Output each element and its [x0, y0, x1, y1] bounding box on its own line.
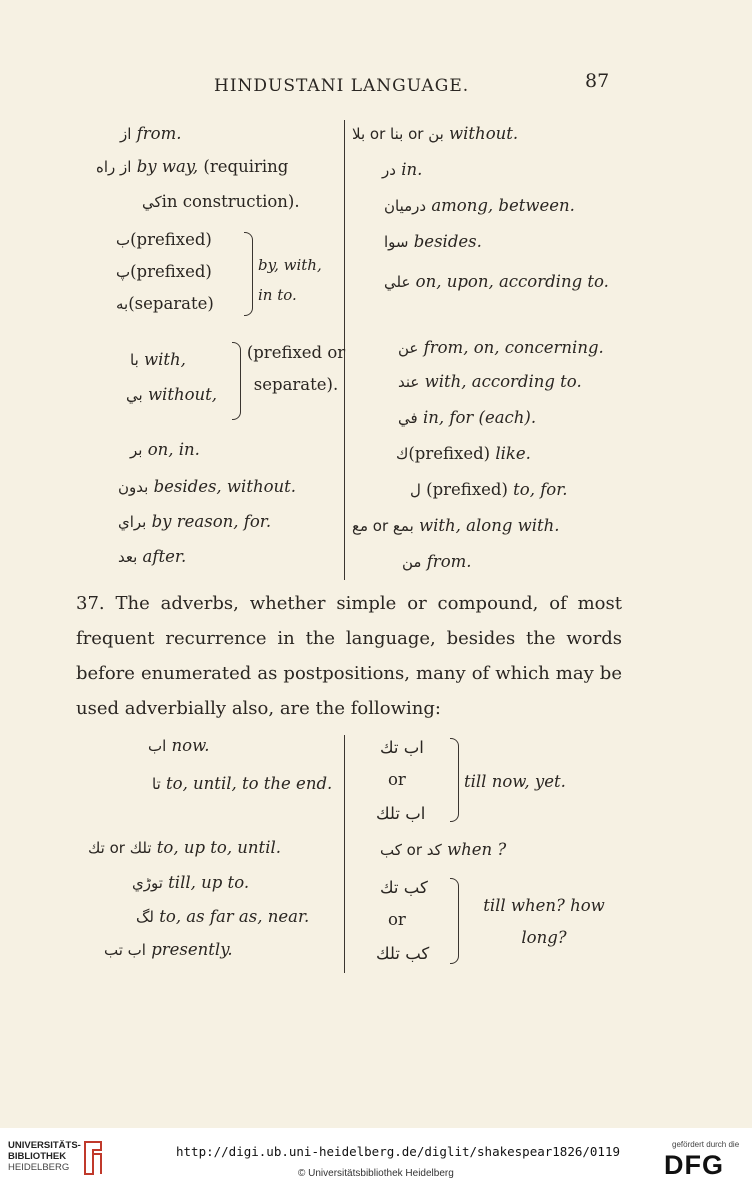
left-entry-10: بدون besides, without. — [118, 477, 297, 496]
right-entry-4: سوا besides. — [384, 232, 482, 251]
adverb-5: لگ to, as far as, near. — [136, 907, 310, 926]
right-entry-1: بلا or بنا or بن without. — [352, 124, 519, 143]
adverb-r3-gloss: till when? how long? — [483, 896, 605, 947]
left-entry-2: از راه by way, (requiring — [96, 157, 289, 176]
copyright-text: © Universitätsbibliothek Heidelberg — [298, 1168, 454, 1179]
adverb-r2: كب or كد when ? — [380, 840, 507, 859]
adverb-3: تك or تلك to, up to, until. — [88, 838, 281, 857]
adverb-r1-gloss: till now, yet. — [464, 772, 566, 791]
right-entry-6: عن from, on, concerning. — [398, 338, 604, 357]
paragraph-37: 37. The adverbs, whether simple or compound, of most frequent recurrence in the language, besides the words before enumerated as postpositions, many of which may be used adverbially also, are the following: — [76, 593, 622, 719]
dfg-logo: DFG — [664, 1150, 724, 1180]
adverb-r1-or: or — [388, 770, 406, 789]
column-rule-bottom — [344, 735, 345, 973]
left-entry-3: كيin construction). — [142, 192, 300, 211]
right-entry-2: در in. — [382, 160, 423, 179]
footer-bar — [0, 1128, 752, 1191]
right-entry-10: ل (prefixed) to, for. — [410, 480, 568, 499]
adverb-r3-b: كب تلك — [376, 944, 430, 963]
left-entry-9: بر on, in. — [130, 440, 200, 459]
adverb-6: اب تب presently. — [104, 940, 233, 959]
brace-prefixed — [244, 232, 253, 316]
right-entry-5: علي on, upon, according to. — [384, 272, 609, 291]
left-entry-6: به(separate) — [116, 294, 214, 313]
page-number: 87 — [585, 70, 610, 92]
source-url-link[interactable]: http://digi.ub.uni-heidelberg.de/diglit/shakespear1826/0119 — [176, 1144, 621, 1159]
adverb-r1-a: اب تك — [380, 738, 424, 757]
gloss-by-with: by, with, in to. — [258, 256, 322, 304]
brace-till-when — [450, 878, 459, 964]
left-entry-4: ب(prefixed) — [116, 230, 212, 249]
adverb-r1-b: اب تلك — [376, 804, 426, 823]
right-entry-8: في in, for (each). — [398, 408, 537, 427]
left-entry-1: از from. — [120, 124, 182, 143]
adverb-4: توڑي till, up to. — [132, 873, 250, 892]
running-header: HINDUSTANI LANGUAGE. — [214, 76, 470, 96]
left-entry-7: با with, — [130, 350, 186, 369]
adverb-r3-or: or — [388, 910, 406, 929]
brace-prefixed-separate — [232, 342, 241, 420]
brace-till-now — [450, 738, 459, 822]
heidelberg-logo-icon — [82, 1138, 104, 1178]
adverb-r3-a: كب تك — [380, 878, 428, 897]
left-entry-11: براي by reason, for. — [118, 512, 272, 531]
right-entry-9: ك(prefixed) like. — [396, 444, 531, 463]
left-entry-12: بعد after. — [118, 547, 187, 566]
right-entry-12: من from. — [402, 552, 472, 571]
left-entry-5: پ(prefixed) — [116, 262, 212, 281]
right-entry-11: مع or بمع with, along with. — [352, 516, 560, 535]
right-entry-7: عند with, according to. — [398, 372, 582, 391]
adverb-1: اب now. — [148, 736, 210, 755]
funded-by-text: gefördert durch die — [672, 1140, 740, 1149]
adverb-2: تا to, until, to the end. — [152, 774, 333, 793]
university-logo-text: UNIVERSITÄTS- BIBLIOTHEK HEIDELBERG — [8, 1140, 81, 1173]
right-entry-3: درميان among, between. — [384, 196, 575, 215]
left-entry-8: بي without, — [126, 385, 218, 404]
gloss-prefixed-separate: (prefixed or separate). — [246, 343, 346, 394]
